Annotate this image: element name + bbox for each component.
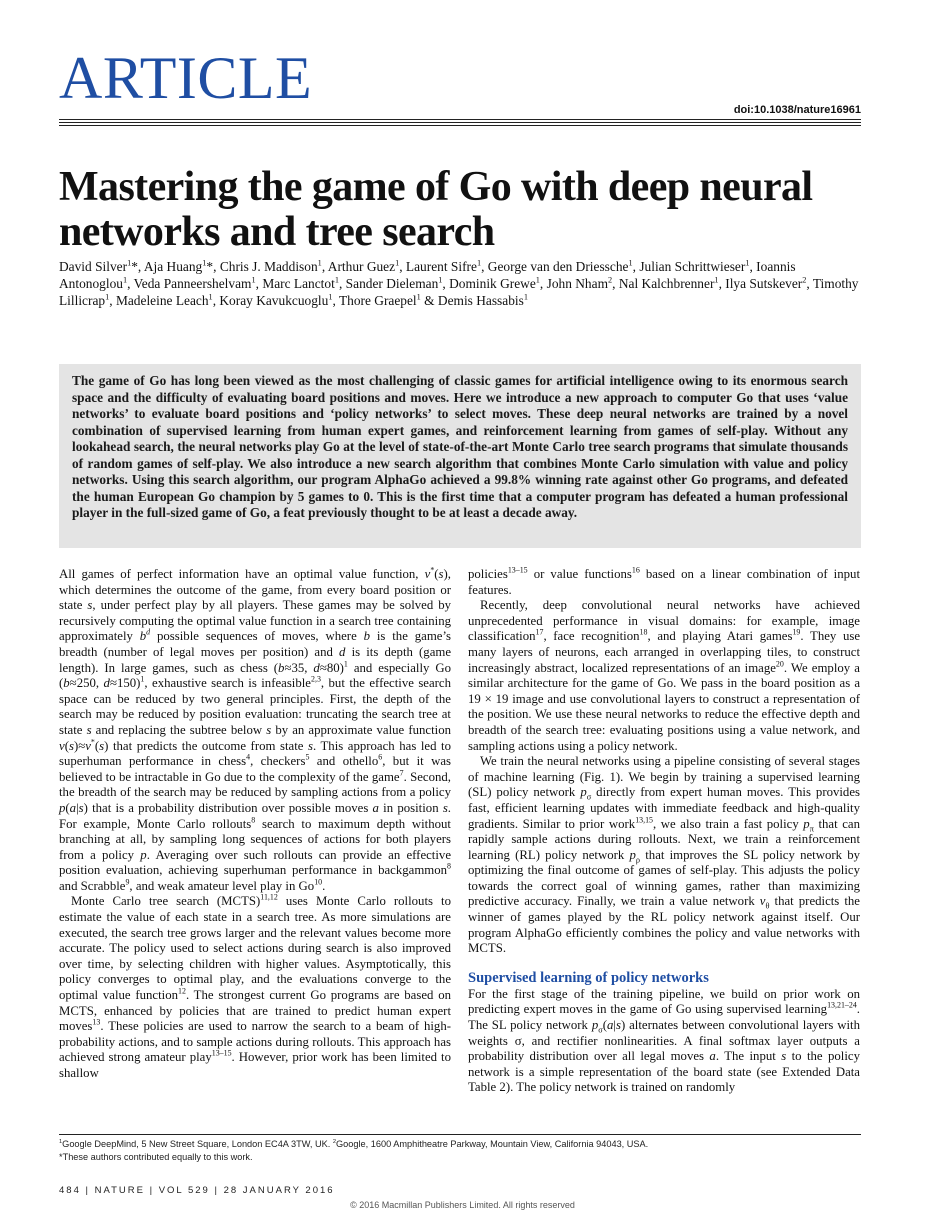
paragraph: All games of perfect information have an optimal value function, v*(s), which determines the outcome of the game, from every board position or state s, under perfect play by all players. These games may be solved by recursively computing the optimal value function in a search tree containing approximately $b^d$ possible sequences of moves, where b is the game’s breadth (number of legal moves per position) and d is its depth (game length). In large games, such as chess (b≈35, d≈80)$^1$ and especially Go (b≈250, d≈150)$^1$, exhaustive search is infeasible$^{2,3}$, but the effective search space can be reduced by two general principles. First, the depth of the search may be reduced by position evaluation: truncating the search tree at state s and replacing the subtree below s by an approximate value function v(s)≈v*(s) that predicts the outcome from state s. This approach has led to superhuman performance in chess$^4$, checkers$^5$ and othello$^6$, but it was believed to be intractable in Go due to the complexity of the game$^7$. Second, the breadth of the search may be reduced by sampling actions from a policy p(a|s) that is a probability distribution over possible moves a in position s. For example, Monte Carlo rollouts$^8$ search to maximum depth without branching at all, by sampling long sequences of actions for both players from a policy p. Averaging over such rollouts can provide an effective position evaluation, achieving superhuman performance in backgammon$^8$ and Scrabble$^9$, and weak amateur level play in Go$^{10}$. [59,565,452,893]
paragraph: Recently, deep convolutional neural networks have achieved unprecedented performance in visual domains: for example, image classification$^{17}$, face recognition$^{18}$, and playing Atari games$^{19}$. They use many layers of neurons, each arranged in overlapping tiles, to construct increasingly abstract, localized representations of an image$^{20}$. We employ a similar architecture for the game of Go. We pass in the board position as a 19 × 19 image and use convolutional layers to construct a representation of the position. We use these neural networks to reduce the effective depth and breadth of the search tree: evaluating positions using a value network, and sampling actions using a policy network. [468,598,861,753]
section-label: ARTICLE [59,45,313,111]
page-footer: 484 | NATURE | VOL 529 | 28 JANUARY 2016 [59,1185,335,1196]
equal-contribution-note: *These authors contributed equally to this work. [59,1152,253,1162]
footnotes [59,1138,869,1164]
header-rule [59,125,861,126]
author-list: David Silver$^1$*, Aja Huang$^1$*, Chris J. Maddison$^1$, Arthur Guez$^1$, Laurent Sifre$^1$, George van den Driessche$^1$, Julian Schrittwieser$^1$, Ioannis Antonoglou$^1$, Veda Panneershelvam$^1$, Marc Lanctot$^1$, Sander Dieleman$^1$, Dominik Grewe$^1$, John Nham$^2$, Nal Kalchbrenner$^1$, Ilya Sutskever$^2$, Timothy Lillicrap$^1$, Madeleine Leach$^1$, Koray Kavukcuoglu$^1$, Thore Graepel$^1$ & Demis Hassabis$^1$ [59,258,859,308]
section-heading: Supervised learning of policy networks [468,969,709,986]
copyright: © 2016 Macmillan Publishers Limited. All rights reserved [350,1200,575,1210]
paragraph: We train the neural networks using a pipeline consisting of several stages of machine learning (Fig. 1). We begin by training a supervised learning (SL) policy network $p_\sigma$ directly from expert human moves. This provides fast, efficient learning updates with immediate feedback and high-quality gradients. Similar to prior work$^{13,15}$, we also train a fast policy $p_\pi$ that can rapidly sample actions during rollouts. Next, we train a reinforcement learning (RL) policy network $p_\rho$ that improves the SL policy network by optimizing the final outcome of games of self-play. This adjusts the policy towards the correct goal of winning games, rather than maximizing predictive accuracy. Finally, we train a value network $v_\theta$ that predicts the winner of games played by the RL policy network against itself. Our program AlphaGo efficiently combines the policy and value networks with MCTS. [468,754,860,956]
body-column-right [468,567,860,1096]
abstract-text: The game of Go has long been viewed as the most challenging of classic games for artificial intelligence owing to its enormous search space and the difficulty of evaluating board positions and moves. Here we introduce a new approach to computer Go that uses ‘value networks’ to evaluate board positions and ‘policy networks’ to select moves. These deep neural networks are trained by a novel combination of supervised learning from human expert games, and reinforcement learning from games of self-play. Without any lookahead search, the neural networks play Go at the level of state-of-the-art Monte Carlo tree search programs that simulate thousands of random games of self-play. We also introduce a new search algorithm that combines Monte Carlo simulation with value and policy networks. Using this search algorithm, our program AlphaGo achieved a 99.8% winning rate against other Go programs, and defeated the human European Go champion by 5 games to 0. This is the first time that a computer program has defeated a human professional player in the full-sized game of Go, a feat previously thought to be at least a decade away. [72,373,848,520]
abstract-box [59,364,861,548]
header-rule [59,119,861,120]
paragraph: Monte Carlo tree search (MCTS)$^{11,12}$ uses Monte Carlo rollouts to estimate the value of each state in a search tree. As more simulations are executed, the search tree grows larger and the relevant values become more accurate. The policy used to select actions during search is also improved over time, by selecting children with higher values. Asymptotically, this policy converges to optimal play, and the evaluations converge to the optimal value function$^{12}$. The strongest current Go programs are based on MCTS, enhanced by policies that are trained to predict human expert moves$^{13}$. These policies are used to narrow the search to a beam of high-probability actions, and to sample actions during rollouts. This approach has achieved strong amateur play$^{13-15}$. However, prior work has been limited to shallow [59,893,451,1080]
header-rule [59,122,861,123]
paragraph: policies$^{13-15}$ or value functions$^{16}$ based on a linear combination of input features. [468,565,860,597]
body-column-left [59,567,451,1082]
paragraph: For the first stage of the training pipeline, we build on prior work on predicting expert moves in the game of Go using supervised learning$^{13,21-24}$. The SL policy network $p_\sigma(a|s)$ alternates between convolutional layers with weights σ, and rectifier nonlinearities. A final softmax layer outputs a probability distribution over all legal moves a. The input s to the policy network is a simple representation of the board state (see Extended Data Table 2). The policy network is trained on randomly [468,986,861,1095]
footnote-rule [59,1134,861,1135]
affiliations: $^1$Google DeepMind, 5 New Street Square, London EC4A 3TW, UK. $^2$Google, 1600 Amphitheatre Parkway, Mountain View, California 94043, USA. [59,1138,649,1149]
doi[interactable]: doi:10.1038/nature16961 [733,104,861,116]
article-title: Mastering the game of Go with deep neural networks and tree search [59,164,813,255]
